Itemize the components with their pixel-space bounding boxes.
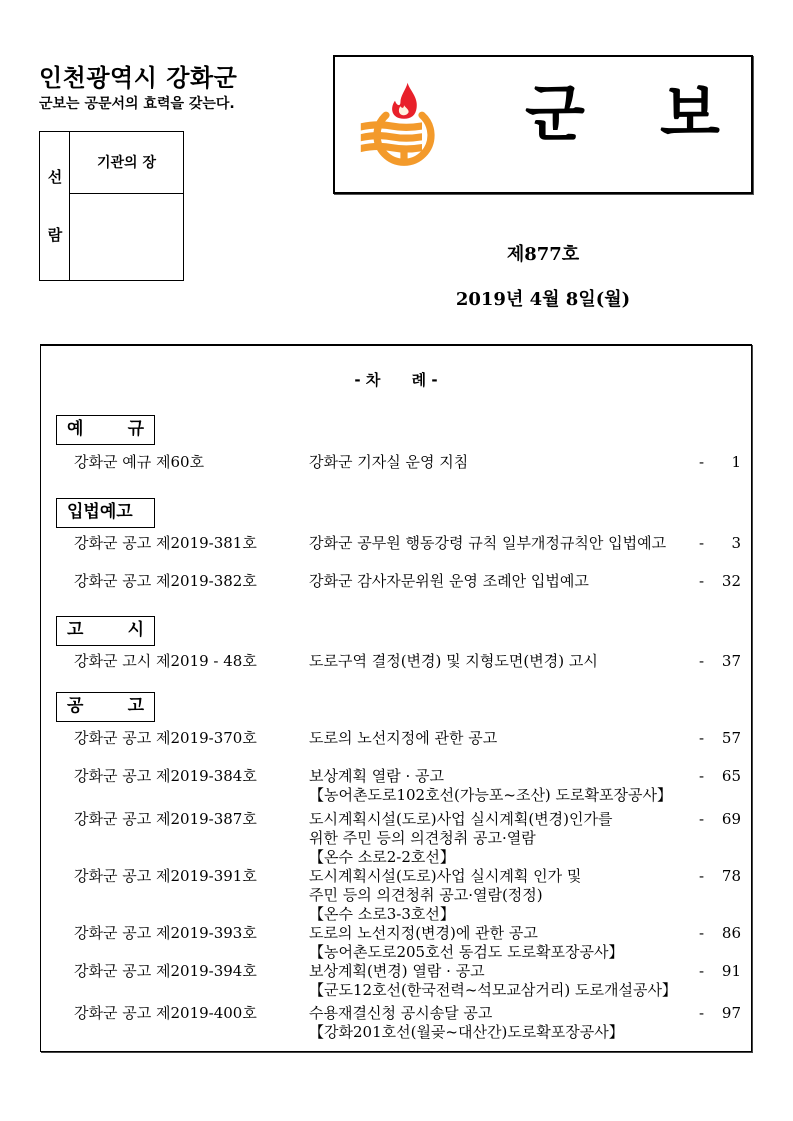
entry-title: 도로의 노선지정(변경)에 관한 공고 【농어촌도로205호선 동검도 도로확포장공사】 bbox=[309, 924, 624, 961]
entry-dash: - bbox=[699, 534, 705, 552]
entry-page: 3 bbox=[731, 534, 741, 552]
section-label-legislative-notice: 입법예고 bbox=[56, 498, 155, 528]
entry-page: 91 bbox=[721, 962, 741, 980]
entry-page: 78 bbox=[721, 867, 741, 885]
entry-number: 강화군 공고 제2019-400호 bbox=[74, 1004, 257, 1022]
entry-title: 보상계획 열람 · 공고 【농어촌도로102호선(가능포~조산) 도로확포장공사】 bbox=[309, 767, 672, 804]
entry-dash: - bbox=[699, 767, 705, 785]
entry-number: 강화군 공고 제2019-381호 bbox=[74, 534, 257, 552]
toc-title: - 차 례 - bbox=[354, 371, 438, 389]
entry-number: 강화군 공고 제2019-384호 bbox=[74, 767, 257, 785]
entry-title: 도시계획시설(도로)사업 실시계획(변경)인가를 위한 주민 등의 의견청취 공고·열람 【온수 소로2-2호선】 bbox=[309, 810, 613, 866]
entry-number: 강화군 공고 제2019-370호 bbox=[74, 729, 257, 747]
entry-dash: - bbox=[699, 1004, 705, 1022]
review-head-label: 기관의 장 bbox=[70, 132, 183, 194]
masthead-char-bo: 보 bbox=[660, 77, 720, 150]
entry-title: 도시계획시설(도로)사업 실시계획 인가 및 주민 등의 의견청취 공고·열람(정정) 【온수 소로3-3호선】 bbox=[309, 867, 582, 923]
entry-page: 97 bbox=[721, 1004, 741, 1022]
entry-title: 보상계획(변경) 열람 · 공고 【군도12호선(한국전력~석모교삼거리) 도로개설공사】 bbox=[309, 962, 677, 999]
entry-page: 57 bbox=[721, 729, 741, 747]
entry-page: 65 bbox=[721, 767, 741, 785]
entry-dash: - bbox=[699, 453, 705, 471]
entry-number: 강화군 공고 제2019-382호 bbox=[74, 572, 257, 590]
entry-dash: - bbox=[699, 962, 705, 980]
entry-title: 강화군 공무원 행동강령 규칙 일부개정규칙안 입법예고 bbox=[309, 534, 667, 552]
entry-number: 강화군 공고 제2019-387호 bbox=[74, 810, 257, 828]
entry-page: 1 bbox=[731, 453, 741, 471]
entry-number: 강화군 고시 제2019 - 48호 bbox=[74, 652, 257, 670]
entry-title: 강화군 감사자문위원 운영 조례안 입법예고 bbox=[309, 572, 589, 590]
entry-number: 강화군 공고 제2019-394호 bbox=[74, 962, 257, 980]
gangwha-county-emblem-icon bbox=[359, 81, 449, 171]
entry-page: 69 bbox=[721, 810, 741, 828]
org-name: 인천광역시 강화군 bbox=[39, 64, 238, 92]
section-label-public-notice: 고 시 bbox=[56, 616, 155, 646]
entry-title: 도로구역 결정(변경) 및 지형도면(변경) 고시 bbox=[309, 652, 598, 670]
entry-dash: - bbox=[699, 924, 705, 942]
entry-dash: - bbox=[699, 810, 705, 828]
tagline: 군보는 공문서의 효력을 갖는다. bbox=[39, 96, 235, 112]
entry-title: 강화군 기자실 운영 지침 bbox=[309, 453, 469, 471]
entry-page: 37 bbox=[721, 652, 741, 670]
entry-dash: - bbox=[699, 572, 705, 590]
entry-number: 강화군 공고 제2019-391호 bbox=[74, 867, 257, 885]
entry-dash: - bbox=[699, 729, 705, 747]
section-label-announcement: 공 고 bbox=[56, 692, 155, 722]
issue-date: 2019년 4월 8일(월) bbox=[455, 289, 631, 310]
masthead bbox=[333, 55, 753, 194]
issue-number: 제877호 bbox=[506, 244, 580, 265]
review-side-label bbox=[40, 132, 70, 280]
entry-title: 수용재결신청 공시송달 공고 【강화201호선(월곶~대산간)도로확포장공사】 bbox=[309, 1004, 624, 1041]
entry-page: 86 bbox=[721, 924, 741, 942]
table-of-contents bbox=[40, 344, 752, 1052]
review-side-label-bottom: 람 bbox=[47, 226, 63, 244]
entry-title: 도로의 노선지정에 관한 공고 bbox=[309, 729, 498, 747]
review-side-label-top: 선 bbox=[47, 168, 63, 186]
masthead-char-gun: 군 bbox=[525, 77, 585, 150]
section-label-yegyu: 예 규 bbox=[56, 415, 155, 445]
entry-dash: - bbox=[699, 867, 705, 885]
entry-page: 32 bbox=[721, 572, 741, 590]
entry-number: 강화군 공고 제2019-393호 bbox=[74, 924, 257, 942]
entry-number: 강화군 예규 제60호 bbox=[74, 453, 205, 471]
entry-dash: - bbox=[699, 652, 705, 670]
review-box bbox=[39, 131, 184, 281]
